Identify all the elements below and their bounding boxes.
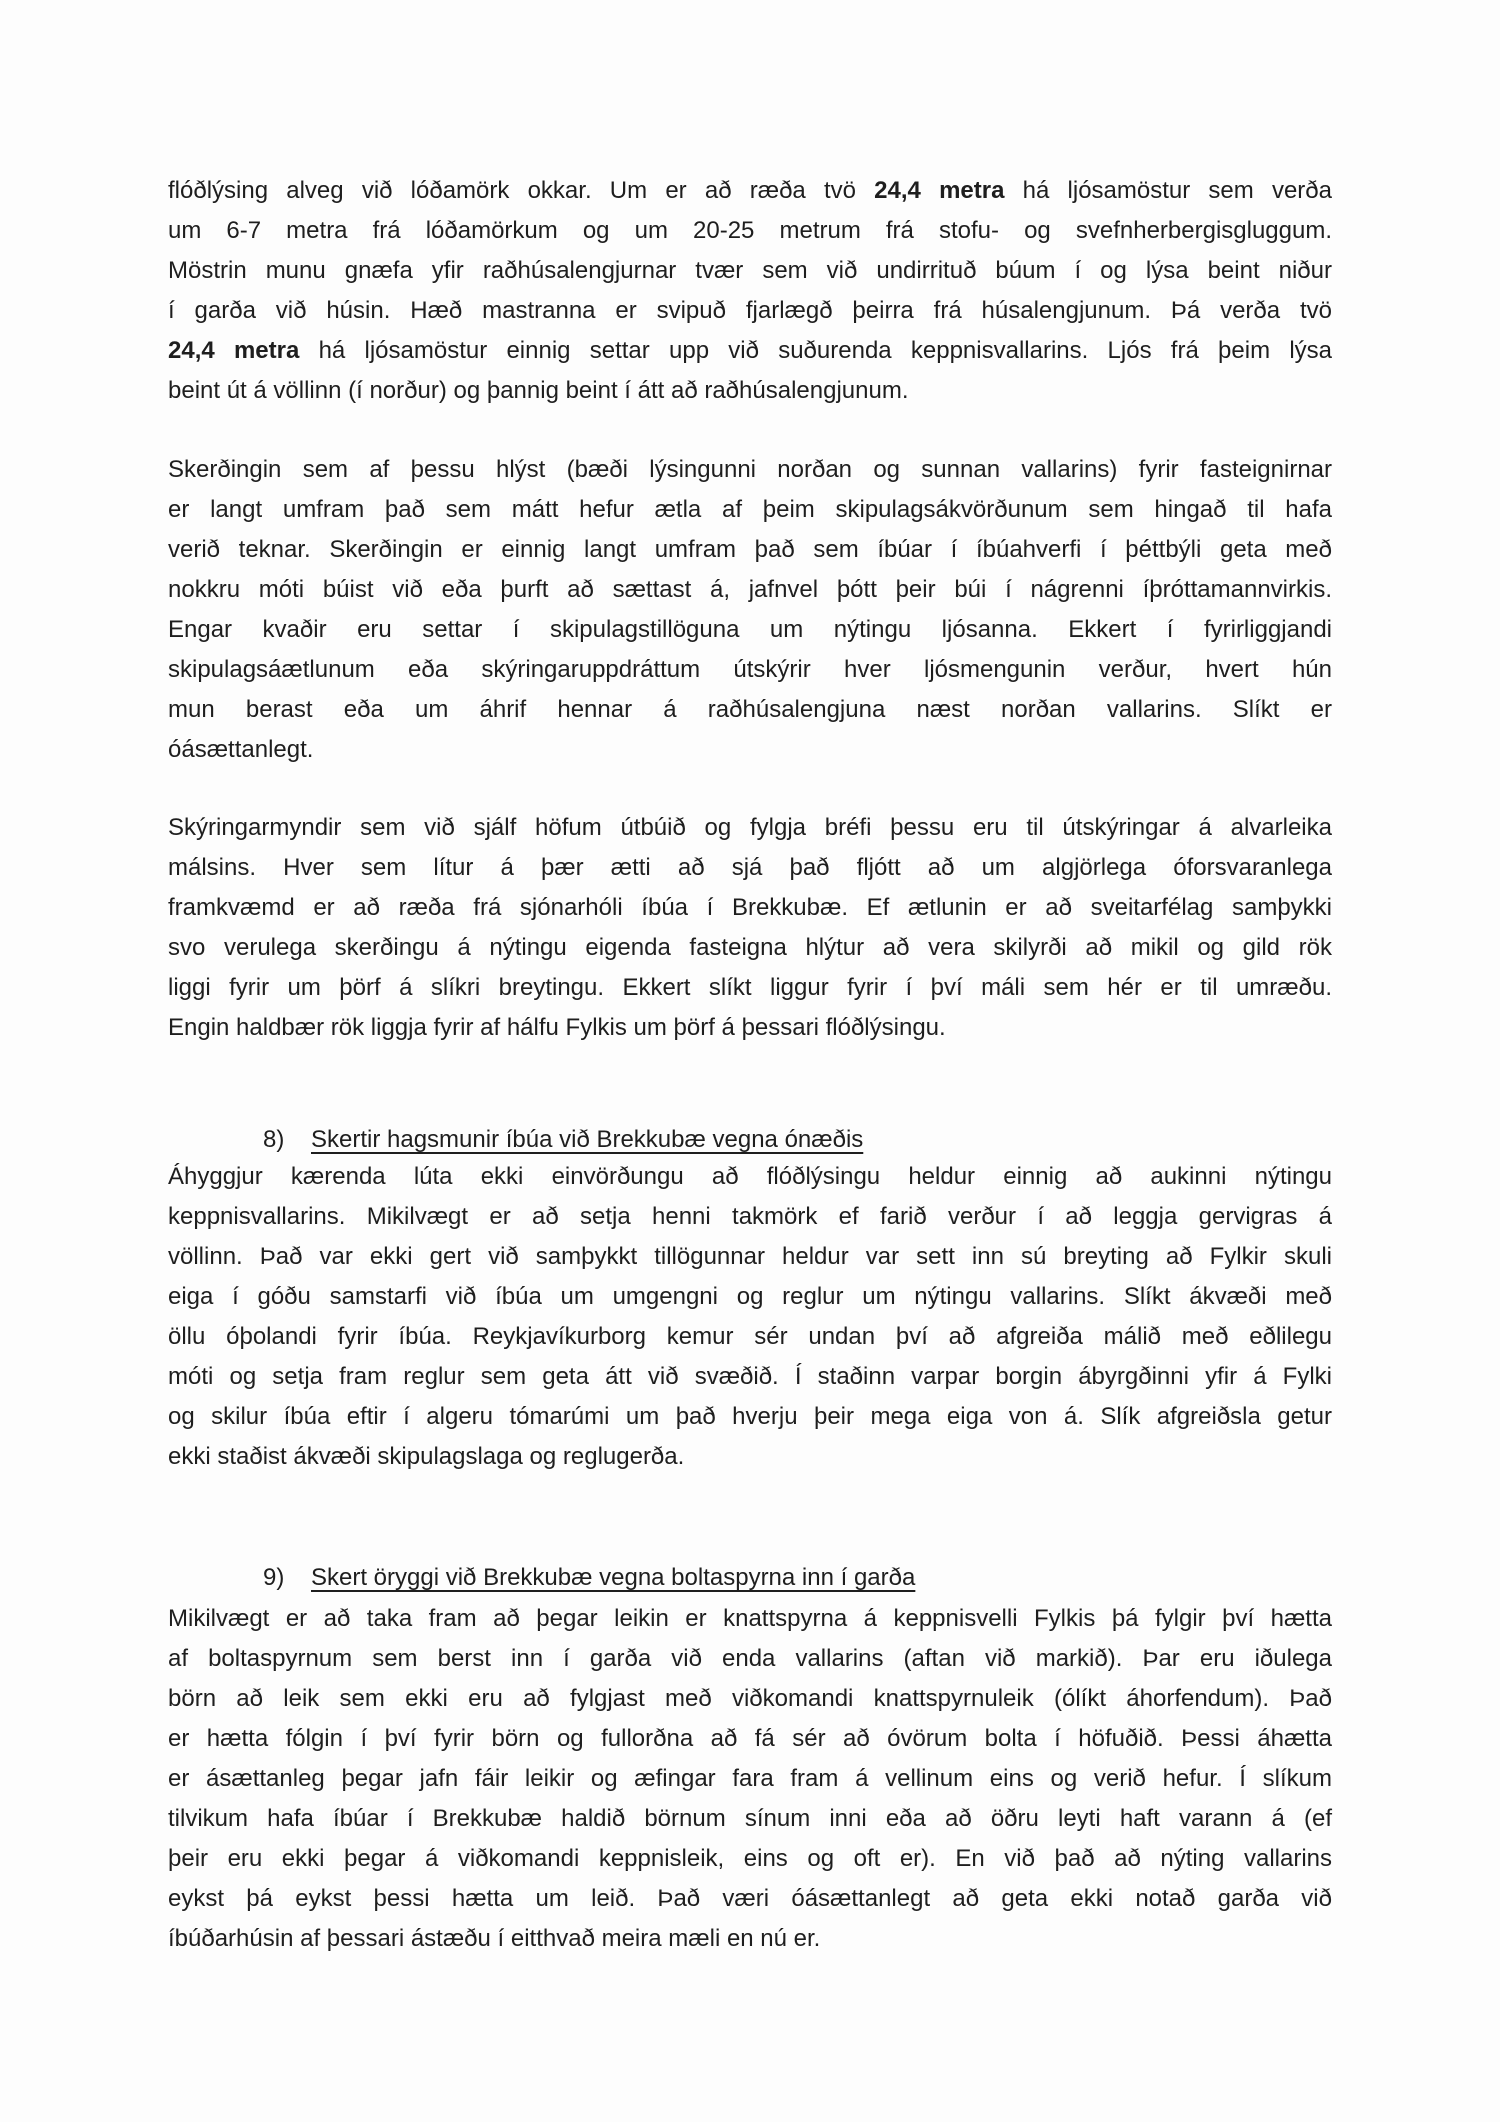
text-line: íbúðarhúsin af þessari ástæðu í eitthvað meira mæli en nú er.	[168, 1925, 821, 1952]
text-line: svo verulega skerðingu á nýtingu eigenda fasteigna hlýtur að vera skilyrði að mikil og gild rök	[168, 934, 1332, 961]
section-number: 8)	[263, 1126, 285, 1153]
text-line: um 6-7 metra frá lóðamörkum og um 20-25 metrum frá stofu- og svefnherbergisgluggum.	[168, 217, 1332, 244]
text-line: í garða við húsin. Hæð mastranna er svipuð fjarlægð þeirra frá húsalengjunum. Þá verða tvö	[168, 297, 1332, 324]
text-line	[168, 331, 1332, 371]
text-line: Engar kvaðir eru settar í skipulagstillöguna um nýtingu ljósanna. Ekkert í fyrirliggjandi	[168, 616, 1332, 643]
text-line: Áhyggjur kærenda lúta ekki einvörðungu að flóðlýsingu heldur einnig að aukinni nýtingu	[168, 1163, 1332, 1190]
text-line: öllu óþolandi fyrir íbúa. Reykjavíkurborg kemur sér undan því að afgreiða málið með eðlilegu	[168, 1323, 1332, 1350]
text-line: og skilur íbúa eftir í algeru tómarúmi um það hverju þeir mega eiga von á. Slík afgreiðsla getur	[168, 1403, 1332, 1430]
text-line: keppnisvallarins. Mikilvægt er að setja henni takmörk ef farið verður í að leggja gervigras á	[168, 1203, 1332, 1230]
text-span: há ljósamöstur einnig settar upp við suðurenda keppnisvallarins. Ljós frá þeim lýsa	[299, 337, 1332, 364]
text-line: tilvikum hafa íbúar í Brekkubæ haldið börnum sínum inni eða að öðru leyti haft varann á (ef	[168, 1805, 1332, 1832]
section-9-body	[168, 1599, 1332, 1959]
paragraph-impairment	[168, 450, 1332, 770]
text-line: börn að leik sem ekki eru að fylgjast með viðkomandi knattspyrnuleik (ólíkt áhorfendum). Það	[168, 1685, 1332, 1712]
text-line: móti og setja fram reglur sem geta átt við svæðið. Í staðinn varpar borgin ábyrgðinni yfir á Fylki	[168, 1363, 1332, 1390]
bold-text: 24,4 metra	[168, 337, 300, 364]
section-number: 9)	[263, 1564, 285, 1591]
text-line: eykst þá eykst þessi hætta um leið. Það væri óásættanlegt að geta ekki notað garða við	[168, 1885, 1332, 1912]
text-span: flóðlýsing alveg við lóðamörk okkar. Um er að ræða tvö	[168, 177, 875, 204]
text-line: eiga í góðu samstarfi við íbúa um umgengni og reglur um nýtingu vallarins. Slíkt ákvæði með	[168, 1283, 1332, 1310]
text-line: Möstrin munu gnæfa yfir raðhúsalengjurnar tvær sem við undirrituð búum í og lýsa beint niður	[168, 257, 1332, 284]
paragraph-floodlight-masts	[168, 171, 1332, 411]
section-title: Skert öryggi við Brekkubæ vegna boltaspyrna inn í garða	[311, 1564, 916, 1591]
text-line	[168, 171, 1332, 211]
text-line: Mikilvægt er að taka fram að þegar leikin er knattspyrna á keppnisvelli Fylkis þá fylgir því hætta	[168, 1605, 1332, 1632]
text-line: ekki staðist ákvæði skipulagslaga og reglugerða.	[168, 1443, 685, 1470]
text-line: Skýringarmyndir sem við sjálf höfum útbúið og fylgja bréfi þessu eru til útskýringar á alvarleika	[168, 814, 1332, 841]
text-line: verið teknar. Skerðingin er einnig langt umfram það sem íbúar í íbúahverfi í þéttbýli geta með	[168, 536, 1332, 563]
text-line: skipulagsáætlunum eða skýringaruppdráttum útskýrir hver ljósmengunin verður, hvert hún	[168, 656, 1332, 683]
text-line: beint út á völlinn (í norður) og þannig beint í átt að raðhúsalengjunum.	[168, 377, 909, 404]
bold-text: 24,4 metra	[874, 177, 1005, 204]
text-line: óásættanlegt.	[168, 736, 314, 763]
text-line: af boltaspyrnum sem berst inn í garða við enda vallarins (aftan við markið). Þar eru iðulega	[168, 1645, 1332, 1672]
text-span: há ljósamöstur sem verða	[1004, 177, 1332, 204]
text-line: er hætta fólgin í því fyrir börn og fullorðna að fá sér að óvörum bolta í höfuðið. Þessi áhætta	[168, 1725, 1332, 1752]
text-line: er langt umfram það sem mátt hefur ætla af þeim skipulagsákvörðunum sem hingað til hafa	[168, 496, 1332, 523]
text-line: framkvæmd er að ræða frá sjónarhóli íbúa í Brekkubæ. Ef ætlunin er að sveitarfélag samþykki	[168, 894, 1332, 921]
section-8-heading	[263, 1120, 863, 1160]
section-9-heading	[263, 1558, 915, 1598]
section-8-body	[168, 1157, 1332, 1477]
text-line: er ásættanleg þegar jafn fáir leikir og æfingar fara fram á vellinum eins og verið hefur. Í slíkum	[168, 1765, 1332, 1792]
paragraph-illustrations	[168, 808, 1332, 1048]
text-line: Skerðingin sem af þessu hlýst (bæði lýsingunni norðan og sunnan vallarins) fyrir fasteignirnar	[168, 456, 1332, 483]
text-line: þeir eru ekki þegar á viðkomandi keppnisleik, eins og oft er). En við það að nýting vallarins	[168, 1845, 1332, 1872]
text-line: Engin haldbær rök liggja fyrir af hálfu Fylkis um þörf á þessari flóðlýsingu.	[168, 1014, 946, 1041]
text-line: völlinn. Það var ekki gert við samþykkt tillögunnar heldur var sett inn sú breyting að Fylkir skuli	[168, 1243, 1332, 1270]
section-title: Skertir hagsmunir íbúa við Brekkubæ vegna ónæðis	[311, 1126, 864, 1153]
text-line: mun berast eða um áhrif hennar á raðhúsalengjuna næst norðan vallarins. Slíkt er	[168, 696, 1332, 723]
text-line: liggi fyrir um þörf á slíkri breytingu. Ekkert slíkt liggur fyrir í því máli sem hér er til umræðu.	[168, 974, 1332, 1001]
text-line: málsins. Hver sem lítur á þær ætti að sjá það fljótt að um algjörlega óforsvaranlega	[168, 854, 1332, 881]
text-line: nokkru móti búist við eða þurft að sættast á, jafnvel þótt þeir búi í nágrenni íþróttamannvirkis.	[168, 576, 1332, 603]
